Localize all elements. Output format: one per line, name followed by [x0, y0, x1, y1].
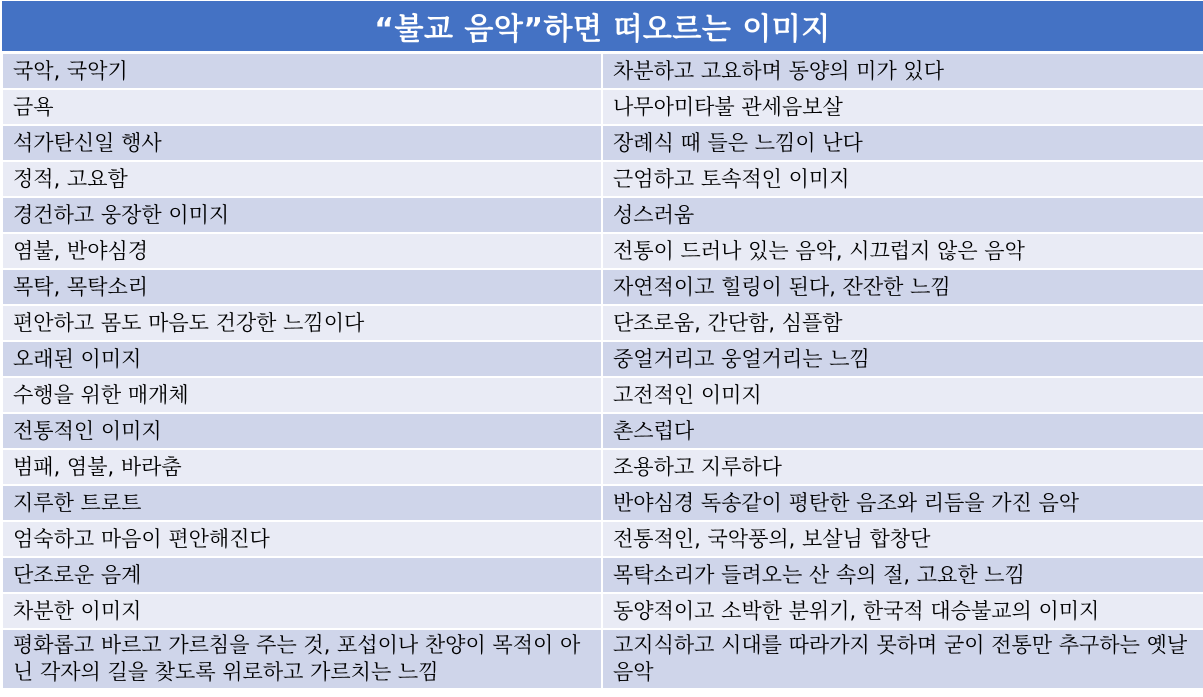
- table-cell: 자연적이고 힐링이 된다, 잔잔한 느낌: [602, 269, 1203, 305]
- table-cell: 오래된 이미지: [2, 341, 602, 377]
- table-cell: 전통이 드러나 있는 음악, 시끄럽지 않은 음악: [602, 233, 1203, 269]
- table-row: [2, 485, 1203, 521]
- table-cell: 편안하고 몸도 마음도 건강한 느낌이다: [2, 305, 602, 341]
- table-title: “불교 음악”하면 떠오르는 이미지: [2, 1, 1203, 53]
- table-header-row: [2, 1, 1203, 53]
- table-cell: 평화롭고 바르고 가르침을 주는 것, 포섭이나 찬양이 목적이 아닌 각자의 길을 찾도록 위로하고 가르치는 느낌: [2, 629, 602, 688]
- table-row: [2, 557, 1203, 593]
- table-cell: 나무아미타불 관세음보살: [602, 89, 1203, 125]
- table-cell: 중얼거리고 웅얼거리는 느낌: [602, 341, 1203, 377]
- table-row: [2, 161, 1203, 197]
- table-cell: 염불, 반야심경: [2, 233, 602, 269]
- slide: [1, 1, 1202, 695]
- table-cell: 전통적인 이미지: [2, 413, 602, 449]
- table-cell: 국악, 국악기: [2, 53, 602, 90]
- table-cell: 석가탄신일 행사: [2, 125, 602, 161]
- table-cell: 고지식하고 시대를 따라가지 못하며 굳이 전통만 추구하는 옛날 음악: [602, 629, 1203, 688]
- image-table: [1, 1, 1203, 688]
- table-row: [2, 449, 1203, 485]
- table-cell: 수행을 위한 매개체: [2, 377, 602, 413]
- table-cell: 엄숙하고 마음이 편안해진다: [2, 521, 602, 557]
- table-cell: 장례식 때 들은 느낌이 난다: [602, 125, 1203, 161]
- table-row: [2, 593, 1203, 629]
- table-cell: 목탁소리가 들려오는 산 속의 절, 고요한 느낌: [602, 557, 1203, 593]
- table-cell: 금욕: [2, 89, 602, 125]
- table-cell: 차분한 이미지: [2, 593, 602, 629]
- table-cell: 근엄하고 토속적인 이미지: [602, 161, 1203, 197]
- table-cell: 경건하고 웅장한 이미지: [2, 197, 602, 233]
- table-row: [2, 629, 1203, 688]
- table-row: [2, 197, 1203, 233]
- table-row: [2, 305, 1203, 341]
- table-row: [2, 53, 1203, 90]
- table-row: [2, 413, 1203, 449]
- table-cell: 범패, 염불, 바라춤: [2, 449, 602, 485]
- table-cell: 전통적인, 국악풍의, 보살님 합창단: [602, 521, 1203, 557]
- table-row: [2, 341, 1203, 377]
- table-row: [2, 89, 1203, 125]
- table-cell: 차분하고 고요하며 동양의 미가 있다: [602, 53, 1203, 90]
- table-cell: 정적, 고요함: [2, 161, 602, 197]
- table-cell: 고전적인 이미지: [602, 377, 1203, 413]
- table-cell: 촌스럽다: [602, 413, 1203, 449]
- table-cell: 단조로운 음계: [2, 557, 602, 593]
- table-cell: 동양적이고 소박한 분위기, 한국적 대승불교의 이미지: [602, 593, 1203, 629]
- table-cell: 지루한 트로트: [2, 485, 602, 521]
- table-cell: 반야심경 독송같이 평탄한 음조와 리듬을 가진 음악: [602, 485, 1203, 521]
- table-row: [2, 233, 1203, 269]
- table-cell: 성스러움: [602, 197, 1203, 233]
- table-cell: 목탁, 목탁소리: [2, 269, 602, 305]
- table-row: [2, 377, 1203, 413]
- table-cell: 조용하고 지루하다: [602, 449, 1203, 485]
- table-row: [2, 125, 1203, 161]
- table-row: [2, 269, 1203, 305]
- table-cell: 단조로움, 간단함, 심플함: [602, 305, 1203, 341]
- table-row: [2, 521, 1203, 557]
